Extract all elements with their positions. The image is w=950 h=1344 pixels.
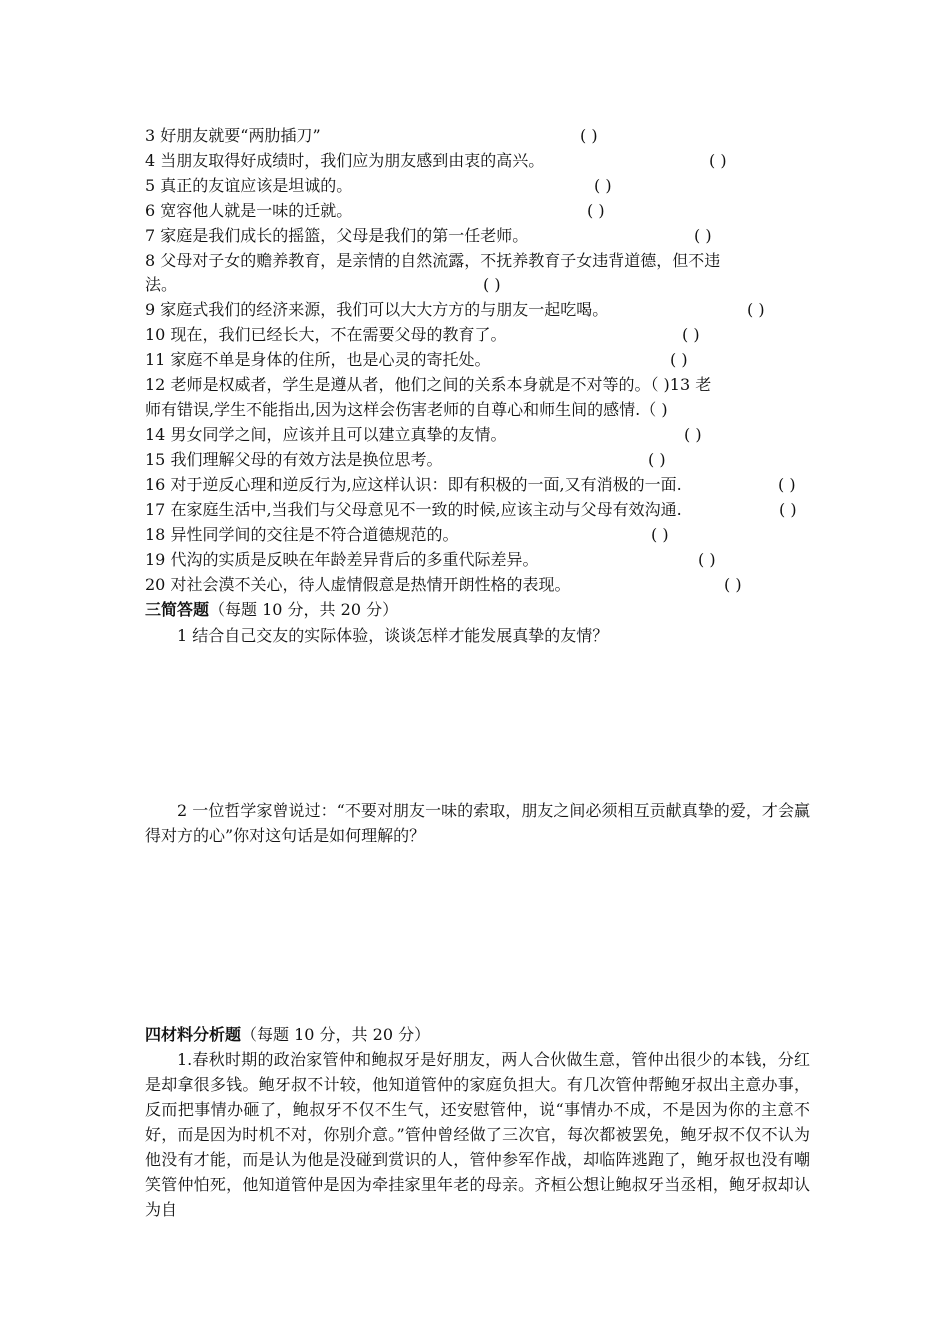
section-title: 三简答题 [145,600,210,619]
tf-item-text: 法。 [145,275,178,294]
answer-paren[interactable]: ( ) [682,325,700,344]
answer-paren[interactable]: ( ) [724,575,742,594]
section-heading-short-answer [145,598,398,622]
tf-item-11 [145,348,490,372]
tf-item-15 [145,448,442,472]
answer-paren[interactable]: ( ) [648,450,666,469]
question-1: 1 结合自己交友的实际体验，谈谈怎样才能发展真挚的友情？ [177,626,609,645]
tf-item-9 [145,298,608,322]
tf-item-3 [145,124,321,148]
tf-item-text: 7 家庭是我们成长的摇篮，父母是我们的第一任老师。 [145,226,529,245]
tf-item-text: 4 当朋友取得好成绩时，我们应为朋友感到由衷的高兴。 [145,151,545,170]
answer-paren[interactable]: ( ) [779,500,797,519]
question-2: 2 一位哲学家曾说过：“不要对朋友一味的索取，朋友之间必须相互贡献真挚的爱，才会赢得对方的心”你对这句话是如何理解的？ [145,801,810,845]
answer-paren[interactable]: ( ) [694,226,712,245]
section-score: （每题 10 分，共 20 分） [209,600,399,619]
answer-paren[interactable]: ( ) [709,151,727,170]
tf-item-18 [145,523,458,547]
tf-item-text: 8 父母对子女的赡养教育，是亲情的自然流露，不抚养教育子女违背道德，但不违 [145,251,721,270]
tf-item-text: 19 代沟的实质是反映在年龄差异背后的多重代际差异。 [145,550,539,569]
tf-item-text: 10 现在，我们已经长大，不在需要父母的教育了。 [145,325,507,344]
section-heading-material-analysis [145,1023,430,1047]
tf-item-8 [145,249,720,273]
tf-item-14 [145,423,506,447]
tf-item-text: 9 家庭式我们的经济来源，我们可以大大方方的与朋友一起吃喝。 [145,300,609,319]
tf-item-text: 6 宽容他人就是一味的迁就。 [145,201,353,220]
tf-item-text: 20 对社会漠不关心，待人虚情假意是热情开朗性格的表现。 [145,575,571,594]
answer-paren[interactable]: ( ) [684,425,702,444]
section-score: （每题 10 分，共 20 分） [241,1025,431,1044]
answer-paren[interactable]: ( ) [594,176,612,195]
tf-item-20 [145,573,570,597]
answer-paren[interactable]: ( ) [651,525,669,544]
answer-paren[interactable]: ( ) [747,300,765,319]
tf-item-19 [145,548,538,572]
answer-paren[interactable]: ( ) [483,275,501,294]
tf-item-10 [145,323,506,347]
tf-item-12 [145,373,711,397]
tf-item-text: 17 在家庭生活中,当我们与父母意见不一致的时候,应该主动与父母有效沟通. [145,500,682,519]
tf-item-text: 12 老师是权威者，学生是遵从者，他们之间的关系本身就是不对等的。（ )13 老 [145,375,712,394]
tf-item-8-cont [145,273,177,297]
answer-paren[interactable]: ( ) [778,475,796,494]
tf-item-16 [145,473,682,497]
answer-paren[interactable]: ( ) [698,550,716,569]
section-title: 四材料分析题 [145,1025,242,1044]
tf-item-5 [145,174,352,198]
tf-item-text: 18 异性同学间的交往是不符合道德规范的。 [145,525,459,544]
tf-item-13 [145,398,668,422]
tf-item-6 [145,199,352,223]
material-1-paragraph: 1.春秋时期的政治家管仲和鲍叔牙是好朋友，两人合伙做生意，管仲出很少的本钱，分红是却拿很多钱。鲍牙叔不计较，他知道管仲的家庭负担大。有几次管仲帮鲍牙叔出主意办事，反而把事情办砸了，鲍叔牙不仅不生气，还安慰管仲，说“事情办不成，不是因为你的主意不好，而是因为时机不对，你别介意。”管仲曾经做了三次官，每次都被罢免，鲍牙叔不仅不认为他没有才能，而是认为他是没碰到赏识的人，管仲参军作战，却临阵逃跑了，鲍牙叔也没有嘲笑管仲怕死，他知道管仲是因为牵挂家里年老的母亲。齐桓公想让鲍叔牙当丞相，鲍牙叔却认为自 [145,1050,810,1219]
tf-item-text: 15 我们理解父母的有效方法是换位思考。 [145,450,443,469]
tf-item-text: 14 男女同学之间，应该并且可以建立真挚的友情。 [145,425,507,444]
tf-item-text: 16 对于逆反心理和逆反行为,应这样认识：即有积极的一面,又有消极的一面. [145,475,682,494]
tf-item-4 [145,149,544,173]
answer-paren[interactable]: ( ) [580,126,598,145]
answer-paren[interactable]: ( ) [670,350,688,369]
tf-item-text: 师有错误,学生不能指出,因为这样会伤害老师的自尊心和师生间的感情.（ ) [145,400,668,419]
tf-item-7 [145,224,528,248]
tf-item-text: 3 好朋友就要“两肋插刀” [145,126,321,145]
tf-item-17 [145,498,682,522]
tf-item-text: 11 家庭不单是身体的住所，也是心灵的寄托处。 [145,350,491,369]
answer-paren[interactable]: ( ) [587,201,605,220]
tf-item-text: 5 真正的友谊应该是坦诚的。 [145,176,353,195]
